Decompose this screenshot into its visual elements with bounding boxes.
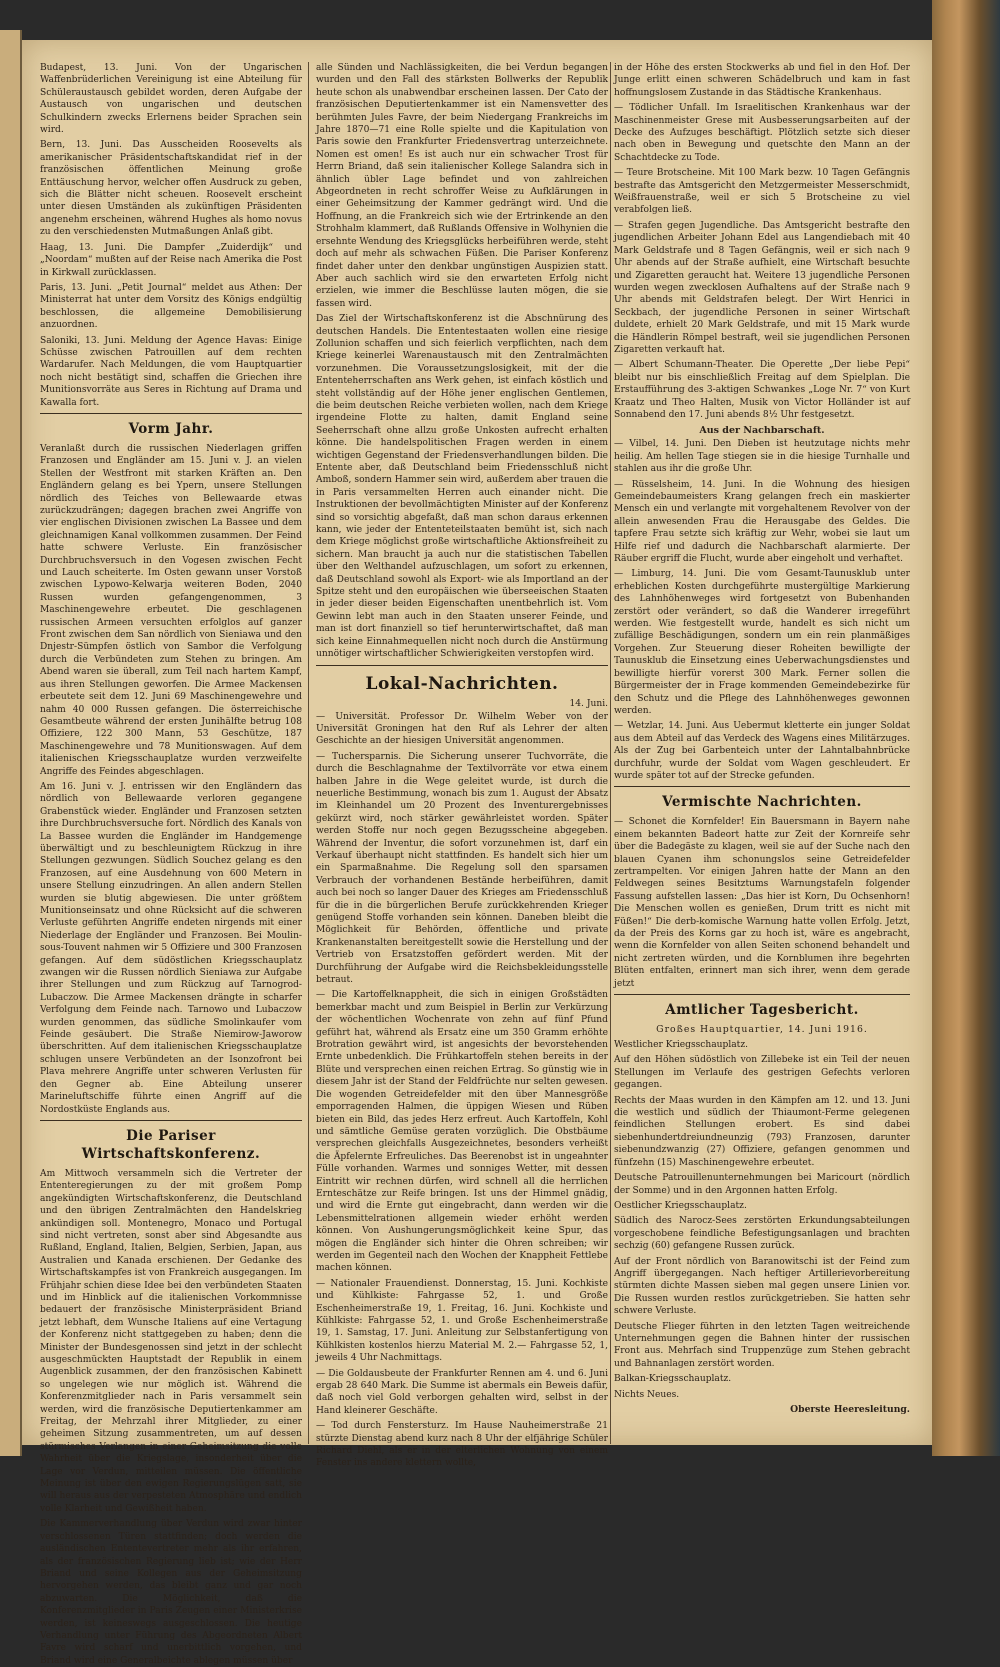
section-divider [316, 665, 608, 666]
news-item: — Schonet die Kornfelder! Ein Bauersmann in Bayern nahe einem bekannten Badeort hatte zur Zeit der Kornreife sehr über die Badegäste zu klagen, weil sie auf der Suche nach den blauen Cyanen ihm schonungslos seine Getreidefelder zertrampelten. Vor einigen Jahren hatte der Mann an den Feldwegen seines Besitztums Warnungstafeln folgender Fassung aufstellen lassen: „Das hier ist Korn, Du Ochsenhorn! Die Menschen wollen es genießen, Drum tritt es nicht mit Füßen!“ Die derb-komische Warnung hatte vollen Erfolg. Jetzt, da der Preis des Korns gar zu hoch ist, wäre es angebracht, wenn die Kornfelder von allen Seiten schonend behandelt und nicht zertreten würden, und die Kornblumen ihre begehrten Blüten entfalten, erinnert man sich ihrer, wenn dem gerade jetzt [614, 817, 910, 989]
report-heading: Westlicher Kriegsschauplatz. [614, 1040, 748, 1051]
news-item: — Nationaler Frauendienst. Donnerstag, 15. Juni. Kochkiste und Kühlkiste: Fahrgasse 52, 1. und Große Eschenheimerstraße 19, 1. Freitag, 16. Juni. Kochkiste und Kühlkiste: Fahrgasse 52, 1. und Große Eschenheimerstraße 19, 1. Samstag, 17. Juni. Anleitung zur Selbstanfertigung von Kühlkisten kostenlos hierzu Material M. 2.— Fahrgasse 52, 1, jeweils 4 Uhr Nachmittags. [316, 1278, 608, 1364]
news-item: — Teure Brotscheine. Mit 100 Mark bezw. 10 Tagen Gefängnis bestrafte das Amtsgericht den Metzgermeister Messerschmidt, Weißfrauenstraße, weil er sich 5 Brotscheine zu viel verabfolgen ließ. [614, 168, 910, 216]
news-item: — Vilbel, 14. Juni. Den Dieben ist heutzutage nichts mehr heilig. Am hellen Tage stiegen sie in die hiesige Turnhalle und stahlen aus ihr die große Uhr. [614, 439, 910, 475]
dateline: 14. Juni. [569, 698, 608, 709]
report-item: Auf der Front nördlich von Baranowitschi ist der Feind zum Angriff übergegangen. Nach heftiger Artillerievorbereitung stürmten dichte Massen sieben mal gegen unsere Linien vor. Die Russen wurden restlos zurückgetrieben. Sie hatten sehr schwere Verluste. [614, 1256, 910, 1317]
news-item: Die Kammerverhandlung über Verdun wird zwar hinter verschlossenen Türen stattfinden; doch werden die ausländischen Ententevertreter mehr als ihr erfahren, als der französischen Regierung lieb ist; wie der Herr Briand und seine Kollegen aus der Geheimsitzung hervorgehen werden, das bleibt ganz und gar noch abzuwarten. Die Möglichkeit, daß die Konferenzmitglieder in Paris Zeugen einer Ministerkrise werden, ist keineswegs ausgeschlossen. Die heutige Verhandlung unter Führung des Abgeordneten Albert Favre wird scharf und unerbittlich vorgehen, und Briand wird eine Generalbeichte ablegen müssen über [40, 1519, 302, 1666]
news-item: — Albert Schumann-Theater. Die Operette „Der liebe Pepi“ bleibt nur bis einschließlich Freitag auf dem Spielplan. Die Erstaufführung des 3-aktigen Schwankes „Loge Nr. 7“ von Kurt Kraatz und Theo Halten, Musik von Victor Holländer ist auf Sonnabend den 17. Juni abends 8½ Uhr festgesetzt. [614, 360, 910, 420]
report-heading: Oestlicher Kriegsschauplatz. [614, 1200, 747, 1211]
news-item: Haag, 13. Juni. Die Dampfer „Zuiderdijk“ und „Noordam“ mußten auf der Reise nach Amerika die Post in Kirkwall zurücklassen. [40, 242, 302, 278]
news-item: — Tödlicher Unfall. Im Israelitischen Krankenhaus war der Maschinenmeister Grese mit Ausbesserungsarbeiten auf der Decke des Aufzuges beschäftigt. Plötzlich setzte sich dieser nach oben in Bewegung und quetschte den Mann an der Schachtdecke zu Tode. [614, 103, 910, 163]
news-item: Paris, 13. Juni. „Petit Journal“ meldet aus Athen: Der Ministerrat hat unter dem Vorsitz des Königs endgültig beschlossen, die allgemeine Demobilisierung anzuordnen. [40, 282, 302, 331]
column-rule [610, 62, 611, 1444]
news-item: in der Höhe des ersten Stockwerks ab und fiel in den Hof. Der Junge erlitt einen schweren Schädelbruch und kam in fast hoffnungslosem Zustande in das Städtische Krankenhaus. [614, 63, 910, 98]
news-item: alle Sünden und Nachlässigkeiten, die bei Verdun begangen wurden und den Fall des stärksten Bollwerks der Republik heute schon als unabwendbar erscheinen lassen. Der Cato der französischen Deputiertenkammer ist ein Namensvetter des berühmten Jules Favre, der beim Niedergang Frankreichs im Jahre 1870—71 eine Rolle spielte und die Kapitulation von Paris sowie den Frankfurter Friedensvertrag unterzeichnete. Nomen est omen! Es ist auch nur ein schwacher Trost für Herrn Briand, daß sein italienischer Kollege Salandra sich in ähnlich übler Lage befindet und von zahlreichen Abgeordneten in recht schroffer Weise zu Aufklärungen in einer Geheimsitzung der Kammer gedrängt wird. Und die Hoffnung, an die Frankreich sich wie der Ertrinkende an den Strohhalm klammert, daß Rußlands Offensive in Wolhynien die ersehnte Wendung des Kriegsglücks herbeiführen werde, steht doch auf mehr als schwachen Füßen. Die Pariser Konferenz findet daher unter den denkbar ungünstigen Auspizien statt. Aber auch sachlich wird sie den erwarteten Erfolg nicht erzielen, wie immer die Beschlüsse lauten mögen, die sie fassen wird. [316, 63, 608, 309]
report-item: Auf den Höhen südöstlich von Zillebeke ist ein Teil der neuen Stellungen im Verlaufe des gestrigen Gefechts verloren gegangen. [614, 1055, 910, 1091]
column-3 [614, 62, 910, 1444]
news-item: Das Ziel der Wirtschaftskonferenz ist die Abschnürung des deutschen Handels. Die Ententestaaten wollen eine riesige Zollunion schaffen und sich feierlich verpflichten, nach dem Kriege keinerlei Warenaustausch mit den Zentralmächten vorzunehmen. Die Voraussetzungslosigkeit, mit der die Ententeherrschaften ans Werk gehen, ist einfach köstlich und steht vollständig auf der Höhe jener englischen Gentlemen, die beim deutschen Reiche verbieten wollen, nach dem Kriege irgendeine Flotte zu halten, damit England seine Seeherrschaft ohne allzu große Unkosten aufrecht erhalten könne. Die handelspolitischen Fragen werden in einem wichtigen Gegenstand der Friedensverhandlungen bilden. Die Entente aber, daß Deutschland beim Friedensschluß nicht Amboß, sondern Hammer sein wird, außerdem aber trauen die in Paris versammelten Herren auch einander nicht. Die Instruktionen der bevollmächtigten Minister auf der Konferenz sind so vorsichtig abgefaßt, daß man schon daraus erkennen kann, wie jeder der Ententeteilstaaten bemüht ist, sich nach dem Kriege möglichst große wirtschaftliche Aktionsfreiheit zu sichern. Man braucht ja auch nur die statistischen Tabellen über den Welthandel aufzuschlagen, um sofort zu erkennen, daß Deutschland sowohl als Export- wie als Importland an der Spitze steht und den europäischen wie überseeischen Staaten in jeder dieser beiden Eigenschaften unentbehrlich ist. Vom Gewinn lebt man auch in den Staaten unserer Feinde, und man ist dort finanziell so tief herunterwirtschaftet, daß man sich keine Einnahmequellen nicht noch durch die Anstürmung unnötiger wirtschaftlicher Schwierigkeiten verstopfen wird. [316, 314, 608, 660]
section-heading-wirtschaftskonferenz: Die Pariser Wirtschaftskonferenz. [81, 1127, 261, 1162]
report-item: Deutsche Patrouillenunternehmungen bei Maricourt (nördlich der Somme) und in den Argonnen hatten Erfolg. [614, 1173, 910, 1196]
previous-page-edge [0, 30, 22, 1456]
section-heading-lokal-nachrichten: Lokal-Nachrichten. [365, 673, 559, 694]
report-heading: Balkan-Kriegsschauplatz. [614, 1374, 732, 1385]
report-dateline: Großes Hauptquartier, 14. Juni 1916. [656, 1024, 868, 1036]
news-item: — Strafen gegen Jugendliche. Das Amtsgericht bestrafte den jugendlichen Arbeiter Johann Edel aus Langendiebach mit 40 Mark Geldstrafe und 8 Tagen Gefängnis, weil er sich nach 9 Uhr abends auf der Straße aufhielt, eine Wirtschaft besuchte und Zigaretten geraucht hat. Weitere 13 jugendliche Personen wurden wegen zwecklosen Aufhaltens auf der Straße nach 9 Uhr abends mit Geldstrafen belegt. Der Wirt Henrici in Seckbach, der jugendliche Personen in seiner Wirtschaft duldete, erhielt 20 Mark Geldstrafe, und mit 15 Mark wurde die Händlerin Römpel bestraft, weil sie jugendlichen Personen Zigaretten verkauft hat. [614, 220, 910, 355]
news-item: Saloniki, 13. Juni. Meldung der Agence Havas: Einige Schüsse zwischen Patrouillen auf dem rechten Wardarufer. Nach Meldungen, die vom Hauptquartier noch nicht bestätigt sind, schaffen die Griechen ihre Munitionsvorräte aus Seres in Richtung auf Drama und Kawalla fort. [40, 335, 302, 408]
section-heading-vermischte: Vermischte Nachrichten. [662, 794, 862, 811]
section-divider [40, 413, 302, 414]
section-heading-vorm-jahr: Vorm Jahr. [128, 420, 214, 437]
news-item: — Limburg, 14. Juni. Die vom Gesamt-Taunusklub unter erheblichen Kosten durchgeführte mustergültige Markierung des Lahnhöhenweges wird fortgesetzt von Bubenhanden zerstört oder verändert, so daß die Wanderer irregeführt werden. Wie festgestellt wurde, handelt es sich nicht um zufällige Beschädigungen, sondern um ein rein planmäßiges Vorgehen. Zur Steuerung dieser Roheiten bewilligte der Taunusklub die Einsetzung eines Ueberwachungsdienstes und bewilligte hierfür vorerst 300 Mark. Ferner sollen die Bürgermeister der in Frage kommenden Gemeindebezirke für den Schutz und die Pflege des Lahnhöhenweges gewonnen werden. [614, 569, 910, 716]
news-item: — Die Goldausbeute der Frankfurter Rennen am 4. und 6. Juni ergab 28 640 Mark. Die Summe ist abermals ein Beweis dafür, daß noch viel Gold verborgen gehalten wird, selbst in der Hand kleinerer Geschäfte. [316, 1368, 608, 1416]
news-item: — Universität. Professor Dr. Wilhelm Weber von der Universität Groningen hat den Ruf als Lehrer der alten Geschichte an der hiesigen Universität angenommen. [316, 711, 608, 747]
subheading-nachbarschaft: Aus der Nachbarschaft. [699, 425, 825, 437]
column-1 [40, 62, 302, 1666]
news-item: Am 16. Juni v. J. entrissen wir den Engländern das nördlich von Bellewaarde verloren gegangene Grabenstück wieder. Engländer und Franzosen setzten ihre Durchbruchsversuche fort. Nördlich des Kanals von La Bassee wurden die Engländer im Handgemenge überwältigt und zu beschleunigtem Rückzug in ihre Stellungen gezwungen. Südlich Souchez gelang es den Franzosen, auf eine Ausdehnung von 600 Metern in unsere Stellung einzudringen. An allen andern Stellen wurden sie blutig abgewiesen. Die unter größtem Munitionseinsatz und ohne Rücksicht auf die schweren Verluste geführten Angriffe endeten nirgends mit einer Niederlage der Engländer und Franzosen. Bei Moulin-sous-Touvent nahmen wir 5 Offiziere und 300 Franzosen gefangen. Auf dem südöstlichen Kriegsschauplatz zwangen wir die Russen nördlich Sieniawa zur Aufgabe ihrer Stellungen und zum Rückzug auf Tarnogrod-Lubaczow. Die Armee Mackensen drängte in scharfer Verfolgung dem Feinde nach. Tarnowo und Lubaczow wurden genommen, das südliche Smolinkaufer vom Feinde gesäubert. Die Straße Niemirow-Jaworow überschritten. Auf dem italienischen Kriegsschauplatze schlugen unsere Verbündeten an der Isonzofront bei Plava mehrere Angriffe unter schweren Verlusten für den Gegner ab. Eine Abteilung unserer Marineluftschiffe führte einen Angriff auf die Nordostküste Englands aus. [40, 781, 302, 1115]
news-item: — Wetzlar, 14. Juni. Aus Uebermut kletterte ein junger Soldat aus dem Abteil auf das Verdeck des Wagens eines Militärzuges. Als der Zug bei Garbenteich unter der Lahntalbahnbrücke durchfuhr, wurde der Soldat vom Wagen geschleudert. Er wurde später tot auf der Strecke gefunden. [614, 721, 910, 781]
report-item: Südlich des Narocz-Sees zerstörten Erkundungsabteilungen vorgeschobene feindliche Befestigungsanlagen und brachten sechzig (60) gefangene Russen zurück. [614, 1216, 910, 1252]
book-binding [932, 0, 1000, 1456]
news-item: — Die Kartoffelknappheit, die sich in einigen Großstädten bemerkbar macht und zum Beispiel in Berlin zur Verkürzung der wöchentlichen Wochenrate von zehn auf fünf Pfund geführt hat, während als Ersatz eine um 350 Gramm erhöhte Brotration gewährt wird, ist angesichts der bevorstehenden Ernte unbedenklich. Die Frühkartoffeln stehen bereits in der Blüte und versprechen einen reichen Ertrag. So günstig wie in diesem Jahr ist der Stand der Feldfrüchte nur selten gewesen. Die wogenden Getreidefelder mit den über Mannesgröße emporragenden Halmen, die üppigen Wiesen und Rüben bieten ein Bild, das jedes Herz erfreut. Auch Kartoffeln, Kohl und sämtliche Gemüse geraten vorzüglich. Die Obstbäume versprechen gleichfalls Ausgezeichnetes, besonders verheißt die Äpfelernte Erfreuliches. Das Beerenobst ist in ungeahnter Fülle vorhanden. Warmes und sonniges Wetter, mit dessen Eintritt wir rechnen dürfen, wird schnell all die herrlichen Ernteschätze zur Reife bringen. Ist uns der Himmel gnädig, und wird die Ernte gut eingebracht, dann werden wir die Lebensmittelrationen allgemein wieder erhöht werden können. Von Aushungerungsmöglichkeit keine Spur, das mögen die Engländer sich hinter die Ohren schreiben; wir werden im Gegenteil nach den Wochen der Knappheit Fettlebe machen können. [316, 990, 608, 1274]
news-item: Am Mittwoch versammeln sich die Vertreter der Ententeregierungen zu der mit großem Pomp angekündigten Wirtschaftskonferenz, die Deutschland und den übrigen Zentralmächten den Handelskrieg ankündigen soll. Montenegro, Monaco und Portugal sind nicht vertreten, sonst aber sind Abgesandte aus Rußland, England, Italien, Belgien, Serbien, Japan, aus Australien und Kanada erschienen. Der Gedanke des Wirtschaftskampfes ist von Frankreich ausgegangen. Im Frühjahr schien diese Idee bei den verbündeten Staaten und im Hinblick auf die italienischen Vorkommnisse bedauert der französische Ministerpräsident Briand jetzt lebhaft, dem Wunsche Italiens auf eine Vertagung der Konferenz nicht stattgegeben zu haben; denn die Minister der Bundesgenossen sind jetzt in der schlecht ausgeschmückten Hauptstadt der Republik in einem Augenblick zusammen, der den französischen Kabinett so ungelegen wie nur möglich ist. Während die Konferenzmitglieder nach in Paris versammelt sein werden, wird die französische Deputiertenkammer am Freitag, der Mehrzahl ihrer Mitglieder, zu einer geheimen Sitzung zusammentreten, um auf dessen stürmisches Verlangen in einer Geheimsitzung die volle Wahrheit über die Kriegslage, insonderheit über die Lage vor Verdun, mitteilen müssen. Die öffentliche Meinung ist über den ewigen Regierungslügen satt, sie will heraus aus der verpesteten Atmosphäre und endlich volle Klarheit und Gewißheit haben. [40, 1168, 302, 1514]
report-item: Deutsche Flieger führten in den letzten Tagen weitreichende Unternehmungen gegen die Bahnen hinter der russischen Front aus. Mehrfach sind Truppenzüge zum Stehen gebracht und Bahnanlagen zerstört worden. [614, 1321, 910, 1369]
news-item: Veranlaßt durch die russischen Niederlagen griffen Franzosen und Engländer am 15. Juni v. J. an vielen Stellen der Westfront mit starken Kräften an. Den Engländern gelang es bei Ypern, unsere Stellungen nördlich des Teiches von Bellewaarde etwas zurückzudrängen; dagegen brachen zwei Angriffe von vier englischen Divisionen zwischen La Bassee und dem gleichnamigen Kanal vollkommen zusammen. Der Feind hatte schwere Verluste. Ein französischer Durchbruchsversuch in den Vogesen zwischen Fecht und Lauch scheiterte. Im Osten gewann unser Vorstoß zwischen Lypowo-Kelwarja weiteren Boden, 2040 Russen wurden gefangengenommen, 3 Maschinengewehre erbeutet. Die geschlagenen russischen Armeen versuchten erfolglos auf ganzer Front zwischen dem San nördlich von Sieniawa und den Dnjestr-Sümpfen östlich von Sambor die Verfolgung durch die Verbündeten zum Stehen zu bringen. Am Abend waren sie überall, zum Teil nach hartem Kampf, aus ihren Stellungen geworfen. Die Armee Mackensen erbeutete seit dem 12. Juni 69 Maschinengewehre und nahm 40 000 Russen gefangen. Die österreichische Gesamtbeute während der ersten Junihälfte betrug 108 Offiziere, 122 300 Mann, 53 Geschütze, 187 Maschinengewehre und 78 Munitionswagen. Auf dem italienischen Kriegsschauplatze wurden verzweifelte Angriffe des Feindes abgeschlagen. [40, 443, 302, 777]
section-divider [614, 786, 910, 787]
signature: Oberste Heeresleitung. [790, 1404, 910, 1415]
section-divider [40, 1120, 302, 1121]
report-item: Nichts Neues. [614, 1389, 680, 1400]
news-item: — Rüsselsheim, 14. Juni. In die Wohnung des hiesigen Gemeindebaumeisters Krang gelangen frech ein maskierter Mensch ein und verlangte mit vorgehaltenem Revolver von der allein anwesenden Frau die Herausgabe des Geldes. Die tapfere Frau setzte sich kräftig zur Wehr, wobei sie laut um Hilfe rief und dadurch die Nachbarschaft alarmierte. Der Räuber ergriff die Flucht, wurde aber eingeholt und verhaftet. [614, 479, 910, 565]
news-item: — Tuchersparnis. Die Sicherung unserer Tuchvorräte, die durch die Beschlagnahme der Textilvorräte vor etwa einem halben Jahre in die Wege geleitet wurde, ist durch die neuerliche Bestimmung, wonach bis zum 1. August der Absatz im Kleinhandel um 20 Prozent des Inventurergebnisses gekürzt wird, noch stärker gewährleistet worden. Später werden Stoffe nur noch gegen Bezugsscheine abgegeben. Während der Inventur, die sofort vorzunehmen ist, darf ein Verkauf überhaupt nicht stattfinden. Es handelt sich hier um ein Sparmaßnahme. Die Regelung soll den sparsamen Verbrauch der vorhandenen Bestände herbeiführen, damit auch bei noch so langer Dauer des Krieges am Friedensschluß für die in die bürgerlichen Berufe zurückkehrenden Krieger genügend Stoffe vorhanden sein können. Daneben bleibt die Möglichkeit für Behörden, öffentliche und private Krankenanstalten bereitgestellt sowie die Herstellung und der Vertrieb von Ersatzstoffen gefördert werden. Mit der Durchführung der Aufgabe wird die Reichsbekleidungsstelle betraut. [316, 751, 608, 986]
news-item: Bern, 13. Juni. Das Ausscheiden Roosevelts als amerikanischer Präsidentschaftskandidat rief in der französischen öffentlichen Meinung große Enttäuschung hervor, welcher offen Ausdruck zu geben, sich die Blätter nicht scheuen. Roosevelt erscheint unter diesen Umständen als zukünftigen Präsidenten angenehm erscheinen, während Hughes als homo novus zu den verschiedensten Mutmaßungen Anlaß gibt. [40, 140, 302, 238]
report-item: Rechts der Maas wurden in den Kämpfen am 12. und 13. Juni die westlich und südlich der Thiaumont-Ferme gelegenen feindlichen Stellungen erobert. Es sind dabei siebenhundertdreiundneunzig (793) Franzosen, darunter siebenundzwanzig (27) Offiziere, gefangen genommen und fünfzehn (15) Maschinengewehre erbeutet. [614, 1095, 910, 1168]
section-heading-tagesbericht: Amtlicher Tagesbericht. [665, 1002, 859, 1019]
section-divider [614, 994, 910, 995]
news-item: Budapest, 13. Juni. Von der Ungarischen Waffenbrüderlichen Vereinigung ist eine Abteilung für Schüleraustausch gebildet worden, deren Aufgabe der Austausch von ungarischen und deutschen Schulkindern zwecks Erlernens beider Sprachen sein wird. [40, 63, 302, 136]
column-2 [316, 62, 608, 1469]
news-item: — Tod durch Fenstersturz. Im Hause Nauheimerstraße 21 stürzte Dienstag abend kurz nach 8 Uhr der elfjährige Schüler Richard Diehl, als er in der elterlichen Wohnung von einem Fenster ins andere klettern wollte, [316, 1421, 608, 1469]
column-rule [308, 62, 309, 1444]
